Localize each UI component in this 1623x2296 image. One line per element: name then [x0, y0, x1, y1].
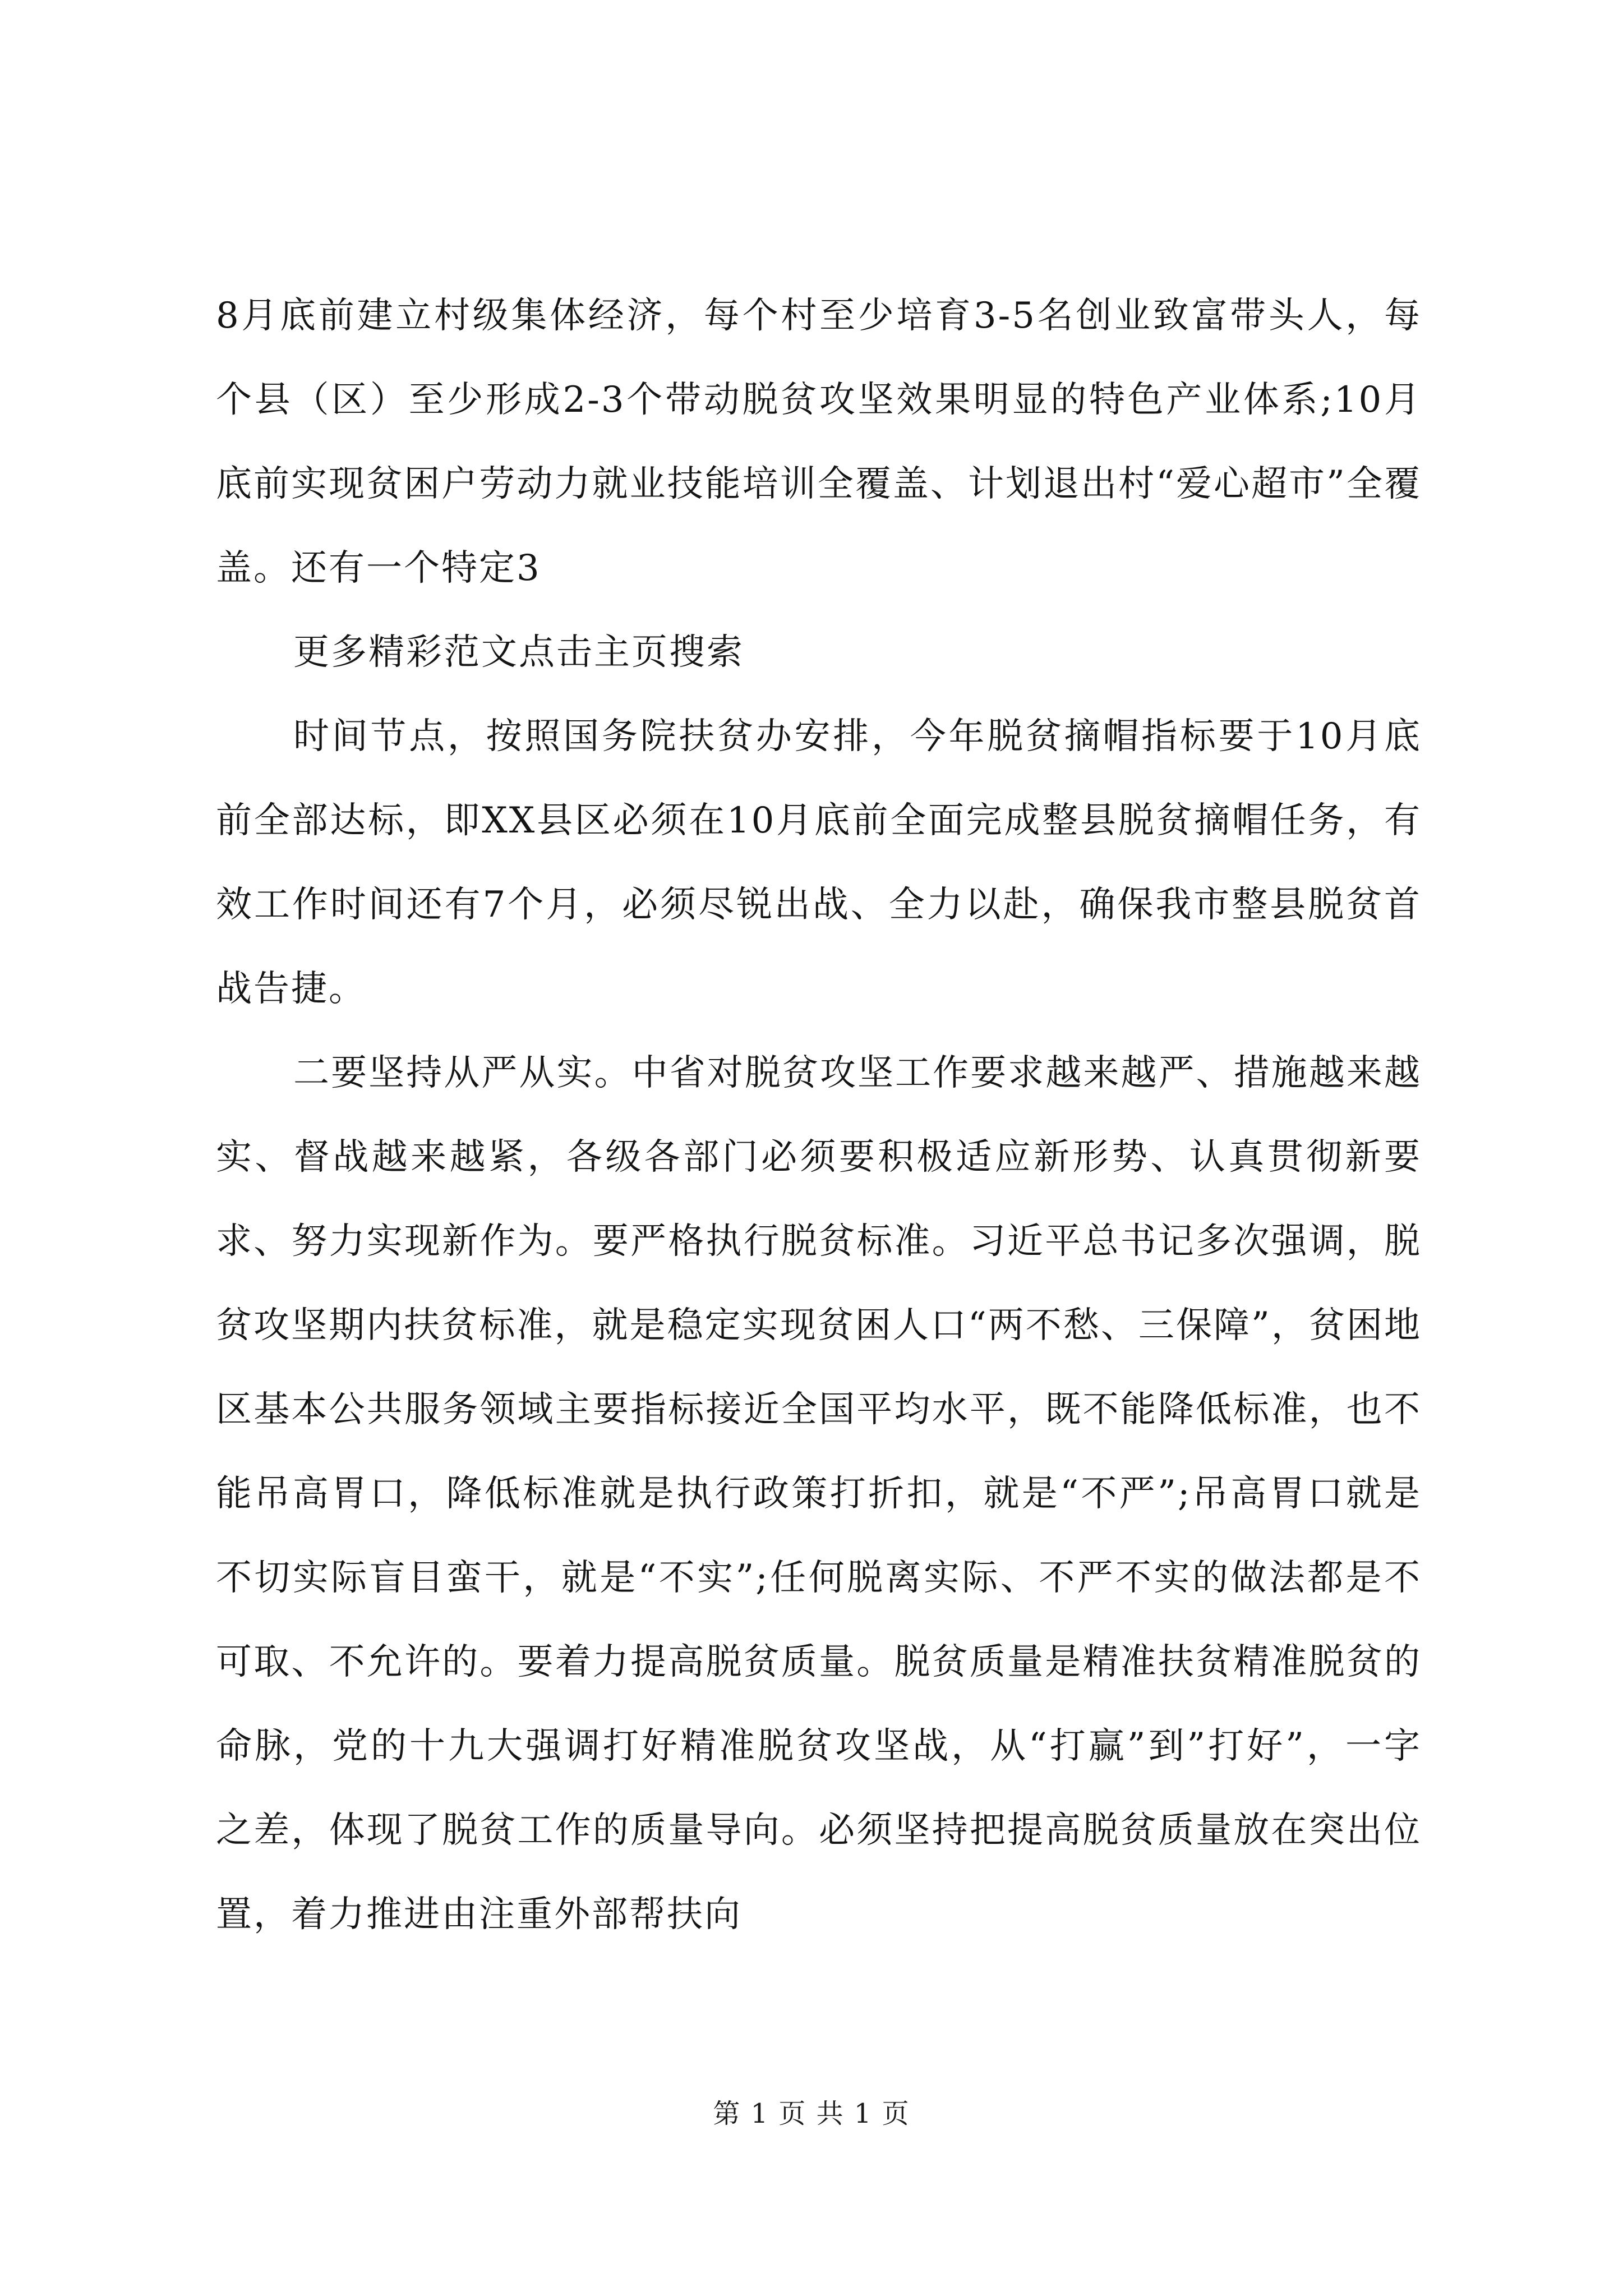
- paragraph-3: 时间节点，按照国务院扶贫办安排，今年脱贫摘帽指标要于10月底前全部达标，即XX县区必须在10月底前全面完成整县脱贫摘帽任务，有效工作时间还有7个月，必须尽锐出战、全力以赴，确保我市整县脱贫首战告捷。: [216, 716, 1422, 1010]
- paragraph-4: 二要坚持从严从实。中省对脱贫攻坚工作要求越来越严、措施越来越实、督战越来越紧，各级各部门必须要积极适应新形势、认真贯彻新要求、努力实现新作为。要严格执行脱贫标准。习近平总书记多次强调，脱贫攻坚期内扶贫标准，就是稳定实现贫困人口“两不愁、三保障”，贫困地区基本公共服务领域主要指标接近全国平均水平，既不能降低标准，也不能吊高胃口，降低标准就是执行政策打折扣，就是“不严”;吊高胃口就是不切实际盲目蛮干，就是“不实”;任何脱离实际、不严不实的做法都是不可取、不允许的。要着力提高脱贫质量。脱贫质量是精准扶贫精准脱贫的命脉，党的十九大强调打好精准脱贫攻坚战，从“打赢”到”打好”，一字之差，体现了脱贫工作的质量导向。必须坚持把提高脱贫质量放在突出位置，着力推进由注重外部帮扶向: [216, 1052, 1422, 1935]
- document-body: [216, 274, 1422, 1957]
- page-footer: 第 1 页 共 1 页: [713, 2098, 910, 2129]
- paragraph-1: 8月底前建立村级集体经济，每个村至少培育3-5名创业致富带头人，每个县（区）至少形成2-3个带动脱贫攻坚效果明显的特色产业体系;10月底前实现贫困户劳动力就业技能培训全覆盖、计划退出村“爱心超市”全覆盖。还有一个特定3: [216, 295, 1422, 589]
- paragraph-2-promo: 更多精彩范文点击主页搜索: [293, 632, 744, 673]
